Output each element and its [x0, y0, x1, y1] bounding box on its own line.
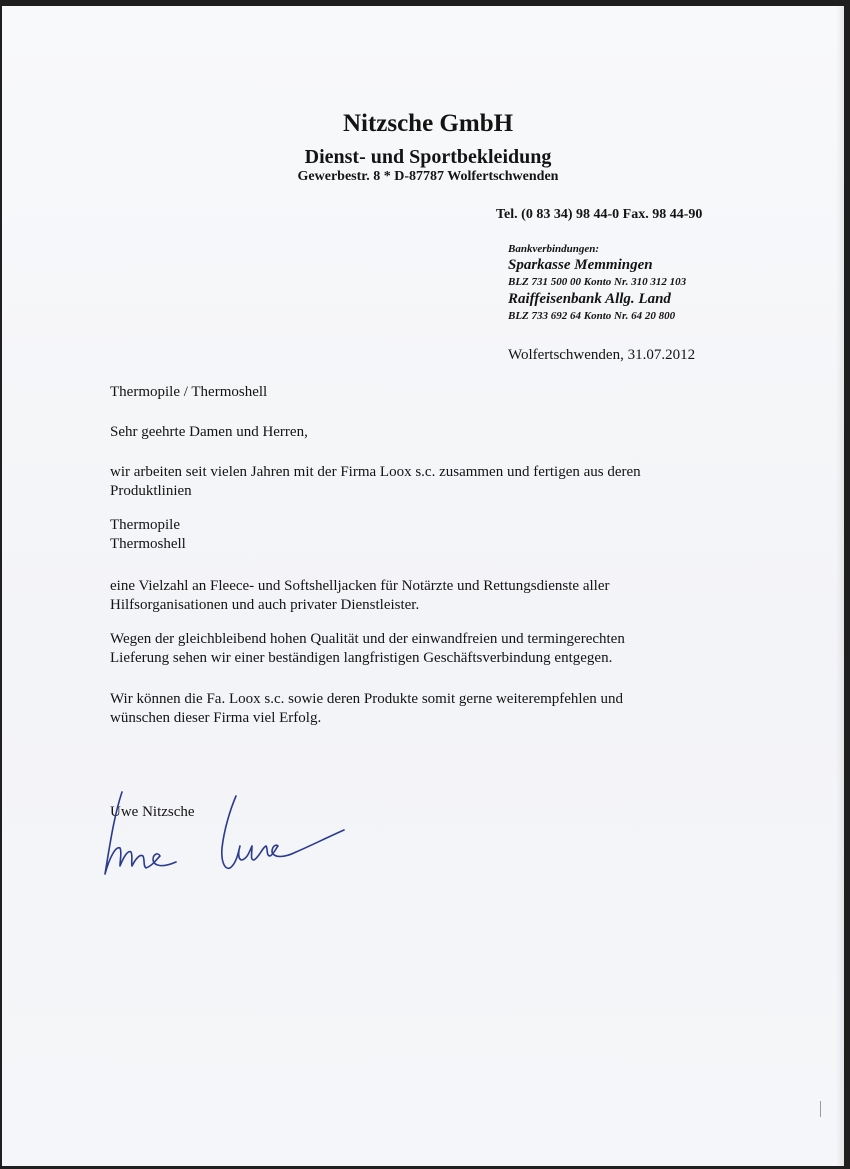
paragraph-line: wir arbeiten seit vielen Jahren mit der Firma Loox s.c. zusammen und fertigen aus deren — [110, 464, 641, 480]
signer-name: Uwe Nitzsche — [110, 804, 195, 820]
bank-details — [508, 242, 686, 324]
paragraph-line: Wir können die Fa. Loox s.c. sowie deren Produkte somit gerne weiterempfehlen und — [110, 691, 624, 707]
bank-name-2: Raiffeisenbank Allg. Land — [508, 291, 671, 307]
bank-label: Bankverbindungen: — [508, 243, 600, 255]
company-name: Nitzsche GmbH — [342, 110, 514, 137]
closing-paragraph — [110, 690, 623, 727]
paragraph-line: Produktlinien — [110, 482, 192, 499]
paragraph-line: Lieferung sehen wir einer beständigen langfristigen Geschäftsverbindung entgegen. — [110, 649, 613, 666]
bank-account-1: BLZ 731 500 00 Konto Nr. 310 312 103 — [508, 276, 687, 288]
paragraph-line: eine Vielzahl an Fleece- und Softshelljacken für Notärzte und Rettungsdienste aller — [110, 578, 610, 594]
paragraph-line: Hilfsorganisationen und auch privater Dienstleister. — [110, 596, 420, 613]
subject-line: Thermopile / Thermoshell — [110, 384, 268, 400]
product-list — [110, 516, 186, 553]
letter-page — [2, 6, 844, 1166]
body-paragraph-2 — [110, 630, 625, 667]
salutation: Sehr geehrte Damen und Herren, — [110, 424, 308, 440]
product-item: Thermopile — [110, 517, 180, 533]
body-paragraph-1 — [110, 577, 609, 614]
intro-paragraph — [110, 463, 641, 500]
letter-date: Wolfertschwenden, 31.07.2012 — [508, 347, 696, 363]
bank-account-2: BLZ 733 692 64 Konto Nr. 64 20 800 — [508, 310, 676, 322]
bank-name-1: Sparkasse Memmingen — [508, 257, 653, 273]
paragraph-line: Wegen der gleichbleibend hohen Qualität und der einwandfreien und termingerechten — [110, 631, 625, 647]
company-subtitle: Dienst- und Sportbekleidung — [304, 146, 552, 168]
scan-artifact — [820, 1101, 821, 1117]
handwritten-signature — [98, 786, 358, 886]
paragraph-line: wünschen dieser Firma viel Erfolg. — [110, 709, 322, 726]
product-item: Thermoshell — [110, 535, 186, 552]
contact-line: Tel. (0 83 34) 98 44-0 Fax. 98 44-90 — [496, 207, 703, 222]
company-address: Gewerbestr. 8 * D-87787 Wolfertschwenden — [297, 169, 559, 184]
